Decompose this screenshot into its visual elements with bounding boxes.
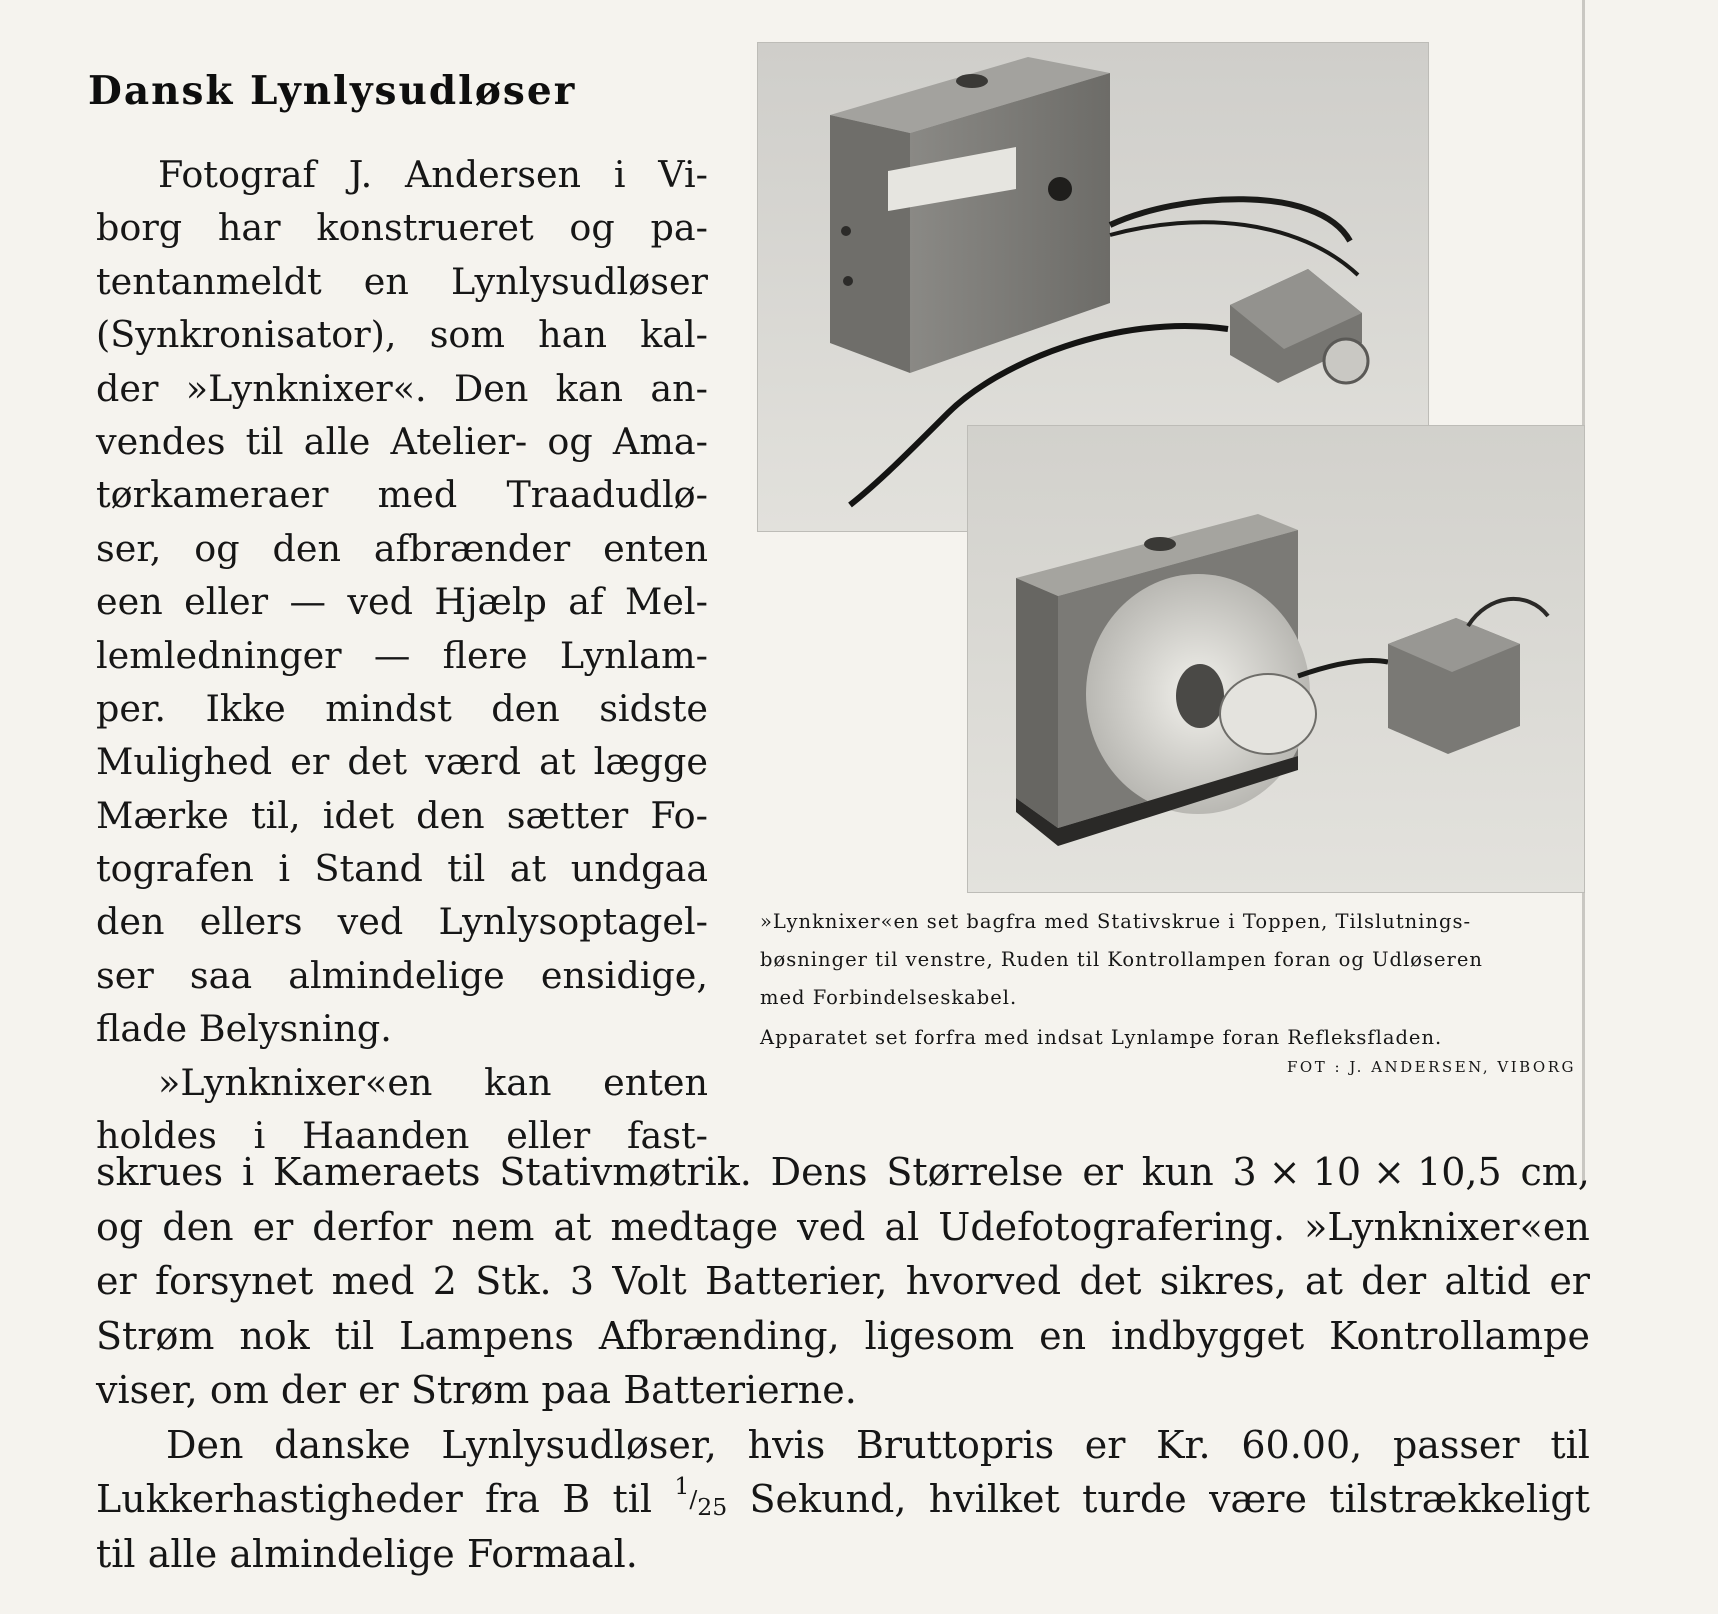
word: og [194,526,240,570]
article-title: Dansk Lynlysudløser [88,68,577,114]
text-line [96,629,708,682]
word: ved [347,580,413,624]
word: alle [147,1531,218,1576]
word: Fo- [650,793,708,837]
text-line [96,1309,1590,1364]
text-line [96,1002,708,1055]
word: sætter [506,793,629,837]
word: holdes [96,1114,217,1158]
caption-line: »Lynknixer«en set bagfra med Stativskrue i Toppen, Tilslutnings- [760,910,1472,933]
word: Fotograf [158,153,317,196]
text-line [96,1056,708,1109]
word: Den [166,1422,244,1467]
word: enten [603,1060,708,1104]
word: danske [274,1422,411,1467]
word: lemledninger [96,633,342,677]
word: er [1084,1422,1126,1467]
word: tilstrækkeligt [1329,1477,1590,1521]
word: at [1304,1259,1343,1303]
word: at [509,847,547,891]
word: i [278,847,291,891]
word: til, [250,793,301,837]
fraction: 1/25 [674,1472,728,1522]
word: Volt [612,1259,687,1303]
text-line [96,148,708,201]
word: en [1039,1313,1087,1358]
word: Sekund, [749,1477,907,1521]
word: per. [96,686,167,730]
text-line [96,1200,1590,1255]
text-line [96,682,708,735]
word: ser [96,953,154,997]
word: Lynlysoptagel- [438,900,708,944]
text-line [96,308,708,361]
word: afbrænder [373,526,571,570]
word: er [252,1204,294,1249]
word: nok [239,1313,310,1358]
word: Den [453,366,529,410]
word: Lampens [399,1313,574,1358]
text-line [96,895,708,948]
word: derfor [312,1204,433,1249]
word: Formaal. [466,1531,638,1576]
word: skrues [96,1150,224,1194]
word: Kontrollampe [1329,1313,1590,1358]
word: er [1549,1259,1590,1303]
word: — [289,580,326,624]
word: cm, [1520,1150,1590,1194]
word: Kr. [1156,1422,1211,1467]
word: Kameraets [272,1150,481,1194]
word: Lynlysudløser [450,259,708,303]
word: i [613,153,626,196]
word: saa [189,953,253,997]
word: som [429,313,506,357]
word: »Lynknixer«en [158,1060,433,1104]
word: i [241,1150,255,1194]
word: nem [451,1204,535,1249]
word: Strøm [96,1313,215,1358]
word: kan [555,366,624,410]
word: den [96,900,165,944]
text-line [96,949,708,1002]
word: Lynlam- [559,633,708,677]
word: Lynlysudløser, [441,1422,717,1467]
word: al [884,1204,920,1249]
word: til [245,419,284,463]
article-body-text [96,1145,1590,1581]
photo-caption-front: Apparatet set forfra med indsat Lynlampe foran Refleksfladen. [760,1026,1443,1049]
word: Udefotografering. [938,1204,1286,1249]
word: almindelige [229,1531,455,1576]
word: hvilket [928,1477,1060,1521]
word: er [1082,1150,1123,1194]
word: almindelige [288,953,505,997]
word: ved [337,900,404,944]
word: enten [603,526,708,570]
word: til [96,1531,136,1576]
word: har [217,206,281,250]
word: til [334,1313,375,1358]
word: Stativmøtrik. [499,1150,752,1194]
word: Stk. [475,1259,552,1303]
caption-line: med Forbindelseskabel. [760,986,1018,1009]
word: ellers [199,900,303,944]
word: viser, [96,1368,198,1412]
word: Belysning. [198,1007,392,1051]
word: Bruttopris [855,1422,1055,1467]
word: »Lynknixer«en [1304,1204,1590,1249]
word: i [253,1114,266,1158]
word: ligesom [864,1313,1015,1358]
text-line [96,1363,1590,1418]
text-line [96,362,708,415]
text-line [96,1254,1590,1309]
word: passer [1392,1422,1520,1467]
word: til [612,1477,653,1521]
word: alle [303,419,371,463]
text-line [96,842,708,895]
word: Atelier- [390,419,528,463]
word: lægge [593,740,708,784]
text-line [96,789,708,842]
word: Lukkerhastigheder [96,1477,463,1521]
word: Ama- [612,419,708,463]
word: er [96,1259,137,1303]
word: at [539,740,576,784]
word: Haanden [302,1114,470,1158]
word: til [447,847,486,891]
word: altid [1444,1259,1532,1303]
word: Mel- [624,580,708,624]
word: med [377,473,458,517]
photo-device-front [967,425,1585,893]
text-line [96,1527,1590,1582]
word: pa- [650,206,708,250]
word: Vi- [658,153,708,196]
word: hvis [747,1422,826,1467]
word: den [272,526,341,570]
text-line [96,1145,1590,1200]
word: kun [1141,1150,1214,1194]
text-line [96,468,708,521]
word: det [347,740,408,784]
word: Ikke [205,686,286,730]
word: 3 × 10 × 10,5 [1232,1150,1502,1194]
word: (Synkronisator), [96,313,397,357]
word: og [547,419,593,463]
word: værd [425,740,521,784]
text-line [96,735,708,788]
word: flere [442,633,528,677]
word: der [96,366,159,410]
text-line [96,1472,1590,1527]
word: undgaa [570,847,708,891]
word: den [491,686,560,730]
word: paa [541,1368,612,1412]
word: 3 [569,1259,595,1303]
word: ser, [96,526,162,570]
word: være [1209,1477,1307,1521]
word: hvorved [905,1259,1062,1303]
photo-credit: FOT : J. ANDERSEN, VIBORG [1287,1058,1576,1076]
word: eller [184,580,269,624]
word: vendes [96,419,226,463]
word: idet [322,793,395,837]
word: eller [506,1114,591,1158]
word: »Lynknixer«. [185,366,427,410]
word: og [96,1204,144,1249]
word: kan [484,1060,552,1104]
word: sidste [599,686,708,730]
word: fra [485,1477,540,1521]
word: J. [348,153,373,196]
word: er [358,1368,399,1412]
word: det [1079,1259,1142,1303]
word: der [1361,1259,1427,1303]
word: indbygget [1111,1313,1305,1358]
word: han [538,313,607,357]
word: konstrueret [316,206,534,250]
text-line [96,575,708,628]
word: Mærke [96,793,229,837]
word: 60.00, [1241,1422,1363,1467]
word: — [373,633,411,677]
word: Batterierne. [623,1368,857,1412]
text-line [96,522,708,575]
word: flade [96,1007,188,1051]
word: den [162,1204,234,1249]
word: fast- [626,1114,708,1158]
word: Hjælp [434,580,547,624]
word: sikres, [1159,1259,1287,1303]
word: af [568,580,604,624]
word: Afbrænding, [598,1313,840,1358]
word: Stand [314,847,423,891]
word: ved [797,1204,866,1249]
word: B [562,1477,591,1521]
text-line [96,1418,1590,1473]
word: 2 [432,1259,457,1303]
word: med [331,1259,415,1303]
text-line [96,201,708,254]
word: mindst [325,686,452,730]
photo-caption-back [760,903,1592,1017]
word: Dens [770,1150,868,1194]
word: tentanmeldt [96,259,322,303]
word: en [363,259,409,303]
word: Strøm [410,1368,530,1412]
text-line [96,415,708,468]
word: borg [96,206,183,250]
word: er [290,740,330,784]
word: Andersen [404,153,582,196]
word: Størrelse [886,1150,1064,1194]
word: forsynet [154,1259,314,1303]
word: at [553,1204,592,1249]
text-line [96,255,708,308]
word: een [96,580,163,624]
word: der [280,1368,346,1412]
word: om [209,1368,269,1412]
word: tørkameraer [96,473,329,517]
caption-line: bøsninger til venstre, Ruden til Kontrollampen foran og Udløseren [760,948,1483,971]
word: Traadudlø- [506,473,708,517]
word: turde [1082,1477,1187,1521]
word: medtage [610,1204,779,1249]
word: og [569,206,615,250]
word: til [1550,1422,1590,1467]
word: ensidige, [540,953,708,997]
word: Mulighed [96,740,273,784]
word: kal- [640,313,708,357]
word: an- [650,366,708,410]
word: tografen [96,847,254,891]
word: Batterier, [704,1259,888,1303]
word: den [416,793,485,837]
article-column-text [96,148,708,1162]
